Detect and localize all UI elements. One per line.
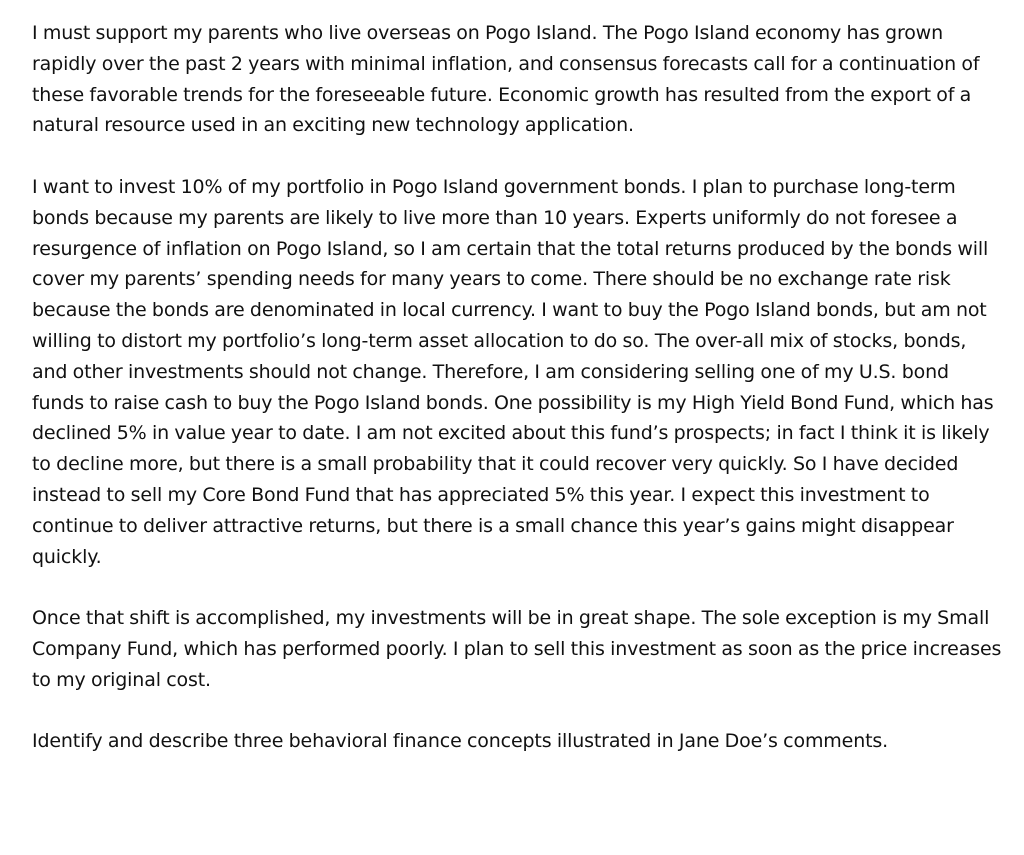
paragraph-bond-investment-plan: I want to invest 10% of my portfolio in Pogo Island government bonds. I plan to purchase long-term bonds because my parents are likely to live more than 10 years. Experts uniformly do not foresee a resurgence of inflation on Pogo Island, so I am certain that the total returns produced by the bonds will cover my parents’ spending needs for many years to come. There should be no exchange rate risk because the bonds are denominated in local currency. I want to buy the Pogo Island bonds, but am not willing to distort my portfolio’s long-term asset allocation to do so. The over-all mix of stocks, bonds, and other investments should not change. Therefore, I am considering selling one of my U.S. bond funds to raise cash to buy the Pogo Island bonds. One possibility is my High Yield Bond Fund, which has declined 5% in value year to date. I am not excited about this fund’s prospects; in fact I think it is likely to decline more, but there is a small probability that it could recover very quickly. So I have decided instead to sell my Core Bond Fund that has appreciated 5% this year. I expect this investment to continue to deliver attractive returns, but there is a small chance this year’s gains might disappear quickly.	[32, 175, 994, 568]
paragraph-small-company-fund: Once that shift is accomplished, my investments will be in great shape. The sole exception is my Small Company Fund, which has performed poorly. I plan to sell this investment as soon as the price increases to my original cost.	[32, 607, 1002, 691]
paragraph-question: Identify and describe three behavioral finance concepts illustrated in Jane Doe’s comments.	[32, 730, 889, 753]
paragraph-pogo-island-background: I must support my parents who live overseas on Pogo Island. The Pogo Island economy has grown rapidly over the past 2 years with minimal inflation, and consensus forecasts call for a continuation of these favorable trends for the foreseeable future. Economic growth has resulted from the export of a natural resource used in an exciting new technology application.	[32, 22, 980, 137]
document-body	[32, 18, 1004, 757]
